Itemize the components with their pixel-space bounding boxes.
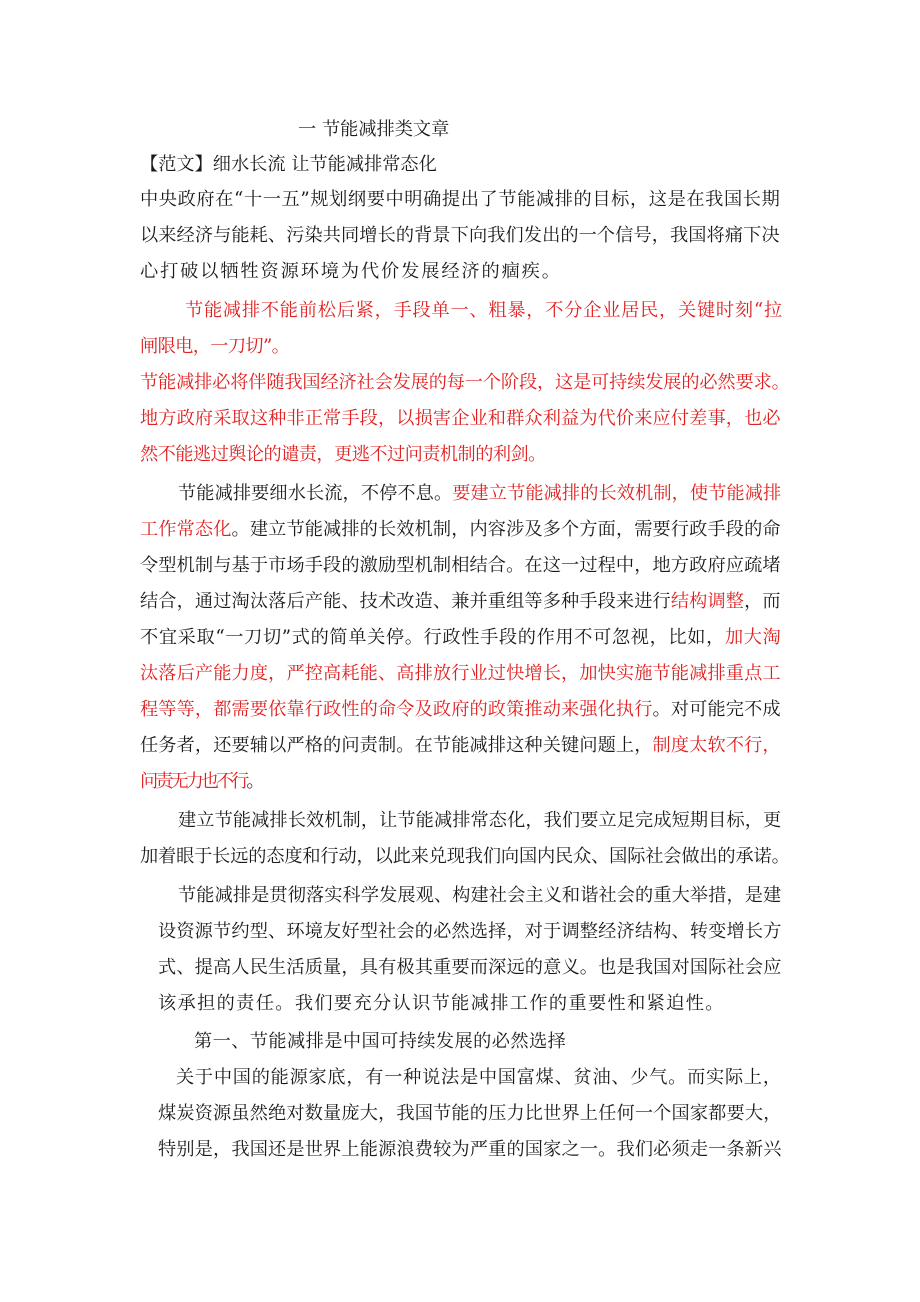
- body-line: [140, 371, 790, 395]
- text-segment: 。对可能完不成: [652, 699, 781, 720]
- article-heading: 【范文】细水长流 让节能减排常态化: [140, 154, 437, 175]
- highlighted-text: 节能减排必将伴随我国经济社会发展的每一个阶段，这是可持续发展的必然要求。: [140, 372, 790, 393]
- highlighted-text: 问责无力也不行: [140, 771, 247, 792]
- body-line: [194, 1030, 566, 1054]
- body-line: [178, 809, 781, 833]
- text-segment: 设资源节约型、环境友好型社会的必然选择，对于调整经济结构、转变增长方: [158, 921, 782, 942]
- highlighted-text: 要建立节能减排的长效机制，使节能减排: [452, 483, 782, 504]
- body-line: [140, 443, 546, 467]
- text-segment: 任务者，还要辅以严格的问责制。在节能减排这种关键问题上，: [140, 735, 653, 756]
- body-line: [140, 224, 780, 248]
- highlighted-text: 地方政府采取这种非正常手段，以损害企业和群众利益为代价来应付差事，也必: [140, 408, 781, 429]
- highlighted-text: 结构调整: [670, 591, 745, 612]
- text-segment: 以来经济与能耗、污染共同增长的背景下向我们发出的一个信号，我国将痛下决: [140, 225, 780, 246]
- body-line: [140, 407, 781, 431]
- body-line: [140, 698, 781, 722]
- body-line: [158, 956, 782, 980]
- highlighted-text: 闸限电，一刀切”。: [140, 336, 290, 357]
- body-line: [140, 770, 262, 794]
- text-segment: 节能减排是贯彻落实科学发展观、构建社会主义和谐社会的重大举措，是建: [178, 885, 782, 906]
- text-segment: 中央政府在“十一五”规划纲要中明确提出了节能减排的目标，这是在我国长期: [140, 189, 781, 210]
- highlighted-text: 制度太软不行，: [652, 735, 781, 756]
- text-segment: 第一、节能减排是中国可持续发展的必然选择: [194, 1031, 567, 1052]
- body-line: [140, 188, 780, 212]
- text-segment: 该承担的责任。我们要充分认识节能减排工作的重要性和紧迫性。: [158, 993, 725, 1014]
- text-segment: 心打破以牺牲资源环境为代价发展经济的痼疾。: [140, 261, 562, 282]
- text-segment: 煤炭资源虽然绝对数量庞大，我国节能的压力比世界上任何一个国家都要大，: [158, 1103, 782, 1124]
- body-line: [140, 734, 781, 758]
- body-line: [140, 626, 781, 650]
- text-segment: 结合，通过淘汰落后产能、技术改造、兼并重组等多种手段来进行: [140, 591, 671, 612]
- text-segment: 。建立节能减排的长效机制，内容涉及多个方面，需要行政手段的命: [231, 519, 781, 540]
- highlighted-text: 节能减排不能前松后紧，手段单一、粗暴，不分企业居民，关键时刻“拉: [185, 300, 783, 321]
- page-title: 一 节能减排类文章: [298, 119, 450, 140]
- text-segment: 。: [246, 771, 262, 792]
- highlighted-text: 然不能逃过舆论的谴责，更逃不过问责机制的利剑。: [140, 444, 546, 465]
- highlighted-text: 汰落后产能力度，严控高耗能、高排放行业过快增长，加快实施节能减排重点工: [140, 663, 781, 684]
- body-line: [158, 1138, 782, 1162]
- text-segment: 建立节能减排长效机制，让节能减排常态化，我们要立足完成短期目标，更: [178, 810, 782, 831]
- body-line: [140, 590, 781, 614]
- text-segment: ，而: [744, 591, 781, 612]
- body-line: [185, 299, 783, 323]
- body-line: [158, 992, 725, 1016]
- body-line: [158, 920, 782, 944]
- body-line: [158, 1102, 782, 1126]
- text-segment: 不宜采取“一刀切”式的简单关停。行政性手段的作用不可忽视，比如，: [140, 627, 725, 648]
- text-segment: 式、提高人民生活质量，具有极其重要而深远的意义。也是我国对国际社会应: [158, 957, 782, 978]
- body-line: [140, 518, 781, 542]
- body-line: [140, 554, 781, 578]
- text-segment: 令型机制与基于市场手段的激励型机制相结合。在这一过程中，地方政府应疏堵: [140, 555, 781, 576]
- body-line: [176, 1066, 782, 1090]
- highlighted-text: 工作常态化: [140, 519, 232, 540]
- body-line: [140, 335, 289, 359]
- highlighted-text: 程等等，都需要依靠行政性的命令及政府的政策推动来强化执行: [140, 699, 653, 720]
- body-line: [178, 884, 781, 908]
- body-line: [140, 662, 781, 686]
- text-segment: 加着眼于长远的态度和行动，以此来兑现我们向国内民众、国际社会做出的承诺。: [140, 846, 790, 867]
- body-line: [140, 845, 790, 869]
- highlighted-text: 加大淘: [724, 627, 782, 648]
- body-line: [140, 260, 562, 284]
- text-segment: 特别是，我国还是世界上能源浪费较为严重的国家之一。我们必须走一条新兴: [158, 1139, 782, 1160]
- text-segment: 节能减排要细水长流，不停不息。: [178, 483, 453, 504]
- body-line: [178, 482, 781, 506]
- text-segment: 关于中国的能源家底，有一种说法是中国富煤、贫油、少气。而实际上，: [176, 1067, 782, 1088]
